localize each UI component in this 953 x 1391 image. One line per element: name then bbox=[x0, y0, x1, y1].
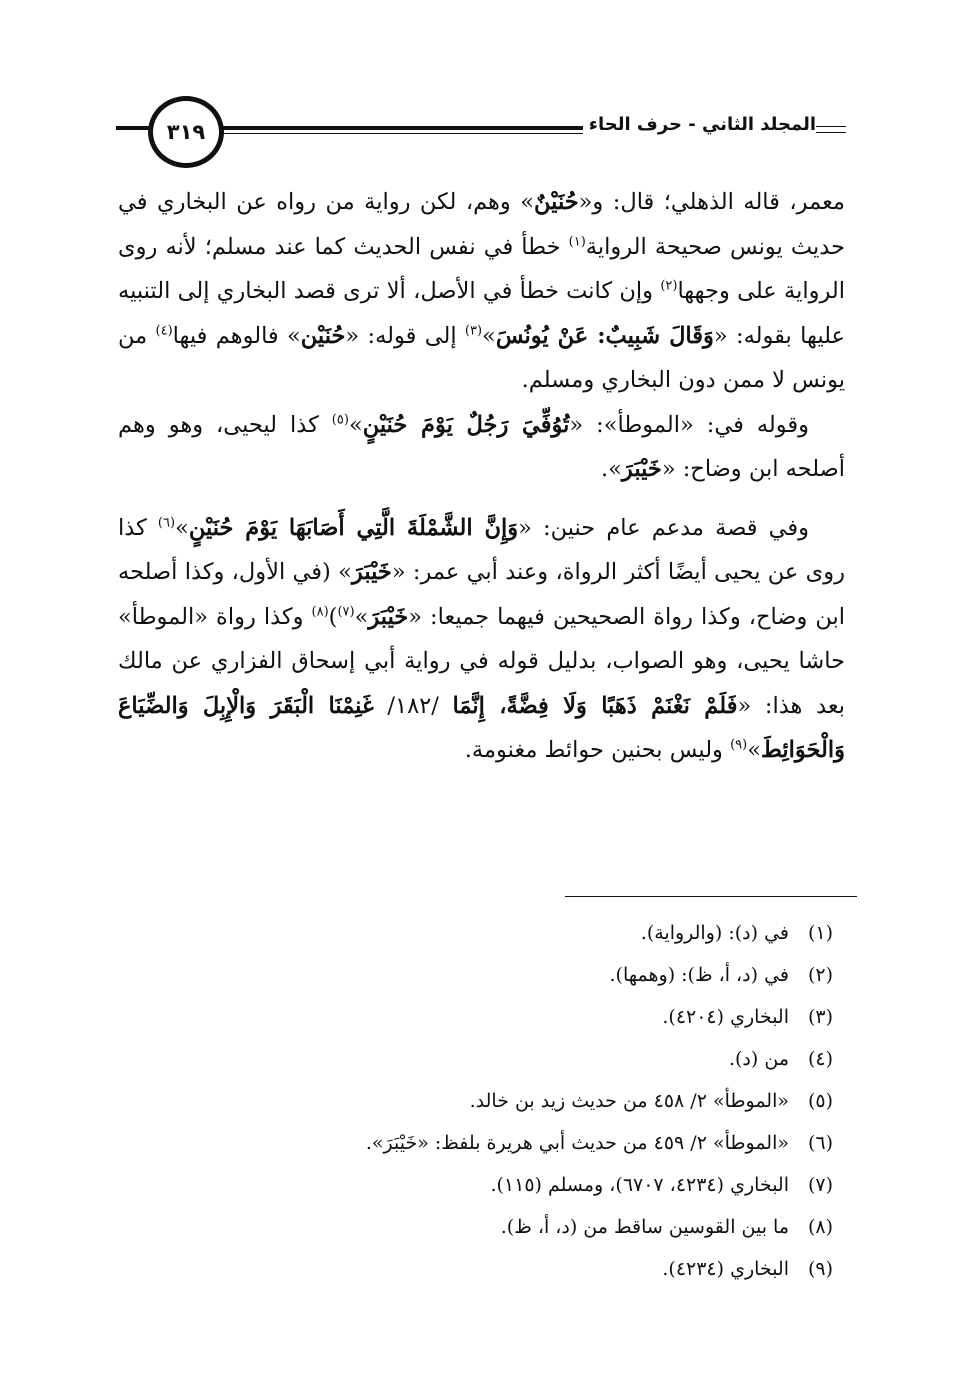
header-rule-middle bbox=[216, 126, 636, 130]
footnote-ref-6[interactable]: (٦) bbox=[157, 515, 176, 530]
text: ». bbox=[600, 456, 622, 482]
footnote-ref-9[interactable]: (٩) bbox=[730, 737, 748, 753]
text: وإن كانت خطأ في الأصل، ألا ترى قصد البخاري إلى التنبيه عليها بقوله: « bbox=[118, 278, 845, 349]
footnote-number: (٧) bbox=[807, 1174, 833, 1196]
footnote-item bbox=[393, 1038, 833, 1080]
text: وكذا رواة «الموطأ» حاشا يحيى، وهو الصواب، بدليل قوله في رواية أبي إسحاق الفزاري عن مالك بعد هذا: « bbox=[118, 603, 845, 719]
footnote-text: في (د): (والرواية). bbox=[640, 922, 789, 944]
quoted-word: غَنِمْنَا الْبَقَرَ وَالْإِبِلَ وَالضِّيَاعَ وَالْحَوَائِطَ bbox=[118, 692, 845, 763]
footnote-ref-4[interactable]: (٤) bbox=[155, 323, 173, 338]
text: ) bbox=[328, 603, 338, 630]
text: كذا ليحيى، وهو وهم أصلحه ابن وضاح: « bbox=[118, 411, 845, 482]
paragraph-3 bbox=[118, 506, 845, 773]
quoted-word: خَيْبَرَ bbox=[368, 603, 409, 630]
footnote-text: «الموطأ» ٢/ ٤٥٩ من حديث أبي هريرة بلفظ: «خَيْبَرَ». bbox=[365, 1132, 789, 1154]
main-text bbox=[118, 180, 845, 773]
footnotes-list bbox=[365, 912, 833, 1290]
text: معمر، قاله الذهلي؛ قال: و« bbox=[578, 189, 845, 215]
footnote-item bbox=[393, 996, 833, 1038]
footnote-ref-1[interactable]: (١) bbox=[568, 234, 586, 249]
footnote-number: (٤) bbox=[807, 1048, 833, 1070]
page-marker: /١٨٢/ bbox=[373, 692, 453, 719]
footnote-item bbox=[393, 1248, 833, 1290]
footnote-ref-8[interactable]: (٨) bbox=[311, 604, 329, 619]
paragraph-2 bbox=[118, 403, 845, 492]
footnote-ref-3[interactable]: (٣) bbox=[464, 323, 483, 338]
text: إلى قوله: « bbox=[345, 322, 465, 349]
page-number: ٣١٩ bbox=[148, 96, 224, 168]
text: » (في الأول، وكذا أصلحه ابن وضاح، وكذا رواة الصحيحين فيهما جميعا: « bbox=[118, 559, 845, 630]
footnote-number: (٥) bbox=[807, 1090, 833, 1112]
footnote-number: (٩) bbox=[807, 1258, 833, 1280]
footnote-number: (٨) bbox=[807, 1216, 833, 1238]
quoted-word: خَيْبَرَ bbox=[621, 456, 662, 482]
quoted-word: حُنَيْنٌ bbox=[534, 189, 579, 215]
text: وليس بحنين حوائط مغنومة. bbox=[464, 737, 731, 763]
footnote-text: البخاري (٤٢٣٤). bbox=[662, 1258, 789, 1280]
footnote-item bbox=[393, 1206, 833, 1248]
text: وفي قصة مدعم عام حنين: « bbox=[518, 514, 809, 541]
footnote-separator bbox=[565, 896, 857, 897]
text: » وهم، لكن رواية من رواه عن البخاري في حديث يونس صحيحة الرواية bbox=[118, 189, 845, 260]
footnote-ref-7[interactable]: (٧) bbox=[337, 604, 355, 619]
footnote-text: ما بين القوسين ساقط من (د، أ، ظ). bbox=[500, 1216, 789, 1238]
text: من يونس لا ممن دون البخاري ومسلم. bbox=[118, 322, 845, 393]
text: خطأ في نفس الحديث كما عند مسلم؛ لأنه روى الرواية على وجهها bbox=[118, 233, 845, 304]
footnote-item bbox=[393, 1164, 833, 1206]
footnote-item bbox=[365, 1122, 833, 1164]
text: » bbox=[482, 322, 496, 349]
footnote-text: البخاري (٤٢٣٤، ٦٧٠٧)، ومسلم (١١٥). bbox=[490, 1174, 789, 1196]
footnote-item bbox=[393, 954, 833, 996]
footnote-ref-5[interactable]: (٥) bbox=[331, 412, 349, 427]
header-title: المجلد الثاني - حرف الحاء bbox=[583, 114, 816, 135]
footnote-ref-2[interactable]: (٢) bbox=[660, 278, 678, 294]
footnote-number: (٢) bbox=[807, 964, 833, 986]
footnote-text: «الموطأ» ٢/ ٤٥٨ من حديث زيد بن خالد. bbox=[469, 1090, 789, 1112]
header-rule-middle-thin bbox=[216, 133, 636, 134]
quoted-word: وَإِنَّ الشَّمْلَةَ الَّتِي أَصَابَهَا يَوْمَ حُنَيْنٍ bbox=[188, 514, 519, 541]
paragraph-1 bbox=[118, 180, 845, 403]
text: وقوله في: «الموطأ»: « bbox=[569, 411, 810, 438]
quoted-word: فَلَمْ نَغْنَمْ ذَهَبًا وَلَا فِضَّةً، إِنَّمَا bbox=[452, 692, 738, 719]
text: كذا روى عن يحيى أيضًا أكثر الرواة، وعند أبي عمر: « bbox=[118, 514, 845, 585]
quoted-word: وَقَالَ شَبِيبٌ: عَنْ يُونُسَ bbox=[495, 322, 714, 349]
quoted-word: تُوُفِّيَ رَجُلٌ يَوْمَ حُنَيْنٍ bbox=[362, 411, 570, 438]
text: » bbox=[348, 411, 363, 438]
quoted-word: خَيْبَرَ bbox=[351, 559, 392, 585]
footnote-text: من (د). bbox=[728, 1048, 789, 1070]
footnote-text: البخاري (٤٢٠٤). bbox=[662, 1006, 789, 1028]
text: » bbox=[747, 737, 761, 763]
footnote-item bbox=[393, 912, 833, 954]
quoted-word: حُنَيْن bbox=[300, 322, 346, 349]
text: » bbox=[175, 514, 189, 541]
text: » bbox=[354, 603, 369, 630]
running-header bbox=[116, 92, 846, 166]
footnote-item bbox=[393, 1080, 833, 1122]
footnote-text: في (د، أ، ظ): (وهمها). bbox=[609, 964, 789, 986]
footnote-number: (٣) bbox=[807, 1006, 833, 1028]
text: » فالوهم فيها bbox=[172, 322, 301, 349]
footnote-number: (١) bbox=[807, 922, 833, 944]
footnote-number: (٦) bbox=[807, 1132, 833, 1154]
